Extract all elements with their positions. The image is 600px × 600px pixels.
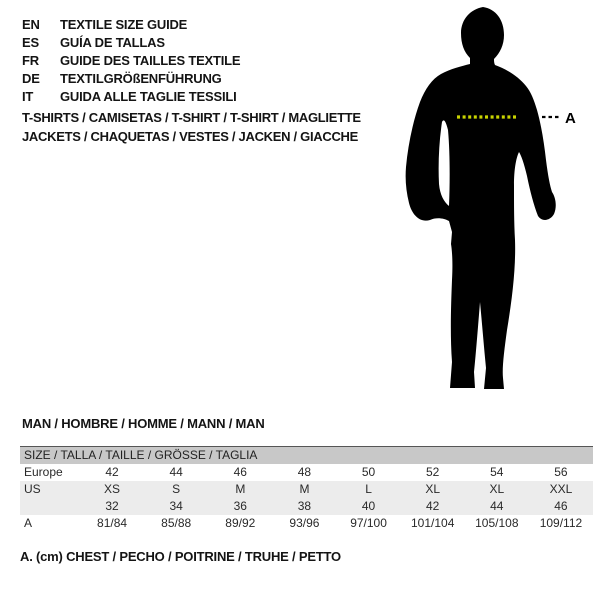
row-label: US — [24, 482, 41, 496]
table-cell: XL — [425, 482, 441, 496]
language-label: GUIDE DES TAILLES TEXTILE — [60, 53, 241, 68]
category-list — [22, 109, 361, 146]
row-label: A — [24, 516, 33, 530]
man-silhouette-body — [406, 7, 556, 389]
table-row-us — [20, 481, 593, 498]
table-cell: 97/100 — [350, 516, 387, 530]
table-cell: 42 — [105, 465, 119, 479]
table-cell: 109/112 — [539, 516, 583, 530]
table-cell: M — [299, 482, 310, 496]
language-row-de — [22, 70, 240, 88]
table-cell: 105/108 — [475, 516, 519, 530]
table-cell: 40 — [361, 499, 376, 513]
table-cell: 32 — [105, 499, 119, 513]
table-cell: 36 — [233, 499, 247, 513]
table-cell: 85/88 — [161, 516, 192, 530]
language-row-es — [22, 34, 240, 52]
table-cell: 56 — [554, 465, 568, 479]
table-cell: 42 — [426, 499, 440, 513]
table-cell: XXL — [549, 482, 573, 496]
row-label — [20, 498, 80, 515]
language-list — [22, 16, 240, 106]
table-cell: S — [172, 482, 181, 496]
table-cell: 34 — [169, 499, 183, 513]
table-cell: 101/104 — [410, 516, 455, 530]
table-cell: 93/96 — [289, 516, 320, 530]
table-cell: 44 — [490, 499, 504, 513]
section-title-man: MAN / HOMBRE / HOMME / MANN / MAN — [22, 416, 265, 431]
table-cell: XL — [489, 482, 505, 496]
language-row-it — [22, 88, 240, 106]
size-table — [20, 446, 593, 532]
table-cell: L — [365, 482, 372, 496]
table-cell: 48 — [297, 465, 312, 479]
category-jackets: JACKETS / CHAQUETAS / VESTES / JACKEN / GIACCHE — [22, 128, 358, 144]
table-cell: 81/84 — [97, 516, 128, 530]
table-cell: 50 — [361, 465, 376, 479]
measure-label-a: A — [565, 110, 576, 127]
category-tshirts: T-SHIRTS / CAMISETAS / T-SHIRT / T-SHIRT / MAGLIETTE — [22, 110, 361, 125]
language-code: IT — [22, 89, 34, 104]
language-label: GUÍA DE TALLAS — [60, 35, 165, 50]
chest-footnote: A. (cm) CHEST / PECHO / POITRINE / TRUHE / PETTO — [20, 549, 341, 564]
table-cell: 44 — [169, 465, 183, 479]
table-row-chest-a — [20, 515, 593, 532]
man-silhouette — [400, 0, 600, 400]
row-label: Europe — [24, 465, 63, 479]
language-row-fr — [22, 52, 240, 70]
table-row-europe — [20, 464, 593, 481]
language-label: TEXTILE SIZE GUIDE — [60, 17, 188, 32]
table-cell: 54 — [490, 465, 504, 479]
language-code: ES — [22, 35, 39, 50]
size-table-header: SIZE / TALLA / TAILLE / GRÖSSE / TAGLIA — [20, 447, 593, 464]
table-cell: 46 — [233, 465, 247, 479]
language-label: GUIDA ALLE TAGLIE TESSILI — [60, 89, 237, 104]
language-label: TEXTILGRÖßENFÜHRUNG — [60, 71, 222, 86]
language-code: FR — [22, 53, 39, 68]
table-cell: 46 — [554, 499, 568, 513]
table-cell: 89/92 — [225, 516, 256, 530]
table-row-us-numeric — [20, 498, 593, 515]
table-cell: 38 — [297, 499, 312, 513]
table-cell: XS — [104, 482, 121, 496]
language-code: EN — [22, 17, 40, 32]
language-row-en — [22, 16, 240, 34]
table-cell: M — [235, 482, 246, 496]
language-code: DE — [22, 71, 40, 86]
table-cell: 52 — [426, 465, 440, 479]
